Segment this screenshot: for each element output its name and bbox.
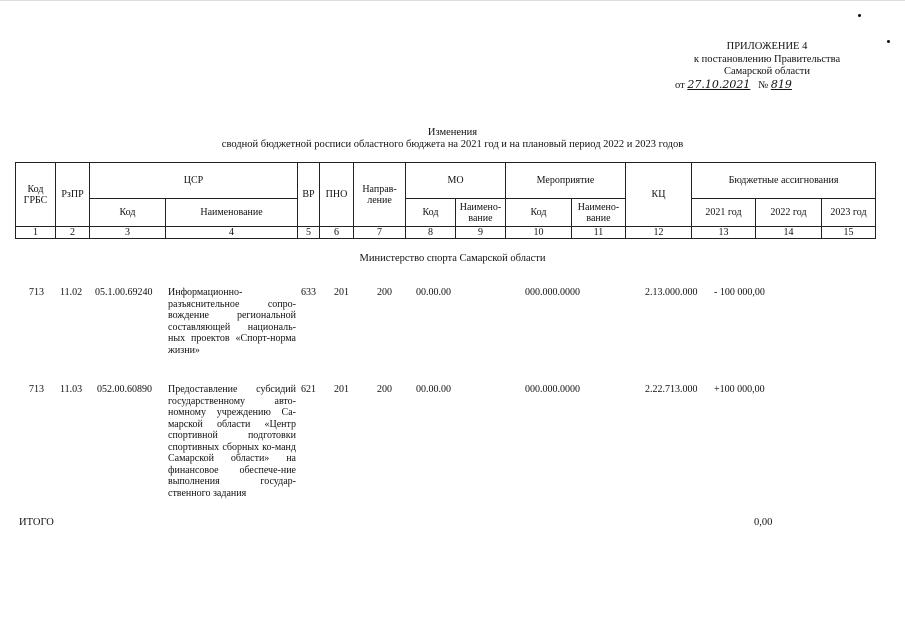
row-kc: 2.13.000.000 [645,287,698,298]
col-event-name-header: Наимено-вание [572,199,626,227]
row-grbs: 713 [29,287,44,298]
scan-edge-line [0,0,905,1]
row-vr: 633 [301,287,316,298]
row-mo-code: 00.00.00 [416,287,451,298]
col-number: 14 [756,227,822,239]
total-label: ИТОГО [19,517,54,528]
appendix-date-line [667,79,867,93]
col-event-code-header: Код [506,199,572,227]
col-grbs-header: Код ГРБС [16,163,56,227]
col-2023-header: 2023 год [822,199,876,227]
scan-speck [887,40,890,43]
col-event-header: Мероприятие [506,163,626,199]
col-mo-code-header: Код [406,199,456,227]
col-number: 7 [354,227,406,239]
col-number: 9 [456,227,506,239]
row-rzpr: 11.03 [60,384,83,395]
col-csr-header: ЦСР [90,163,298,199]
col-number: 12 [626,227,692,239]
col-number: 1 [16,227,56,239]
row-event-code: 000.000.0000 [525,384,580,395]
handwritten-date: 27.10.2021 [687,77,751,91]
col-number: 3 [90,227,166,239]
row-direction: 200 [377,287,392,298]
col-csr-code-header: Код [90,199,166,227]
row-amount-2021: +100 000,00 [714,384,765,395]
row-mo-code: 00.00.00 [416,384,451,395]
col-csr-name-header: Наименование [166,199,298,227]
row-csr-code: 052.00.60890 [97,384,152,395]
col-allocations-header: Бюджетные ассигнования [692,163,876,199]
total-value: 0,00 [754,517,773,528]
appendix-region: Самарской области [724,66,810,77]
ministry-heading: Министерство спорта Самарской области [359,253,546,264]
appendix-block [667,41,867,92]
col-number: 6 [320,227,354,239]
row-csr-code: 05.1.00.69240 [95,287,153,298]
col-mo-name-header: Наимено-вание [456,199,506,227]
scan-speck [858,14,861,17]
from-label: от [675,79,685,91]
col-number: 2 [56,227,90,239]
col-number: 11 [572,227,626,239]
col-number: 10 [506,227,572,239]
col-number: 8 [406,227,456,239]
col-mo-header: МО [406,163,506,199]
appendix-title: ПРИЛОЖЕНИЕ 4 [726,41,808,52]
number-label: № [758,79,769,91]
title-line-1: Изменения [427,127,478,138]
col-kc-header: КЦ [626,163,692,227]
row-vr: 621 [301,384,316,395]
col-rzpr-header: РзПР [56,163,90,227]
row-amount-2021: - 100 000,00 [714,287,765,298]
appendix-subtitle: к постановлению Правительства [693,53,841,65]
col-vr-header: ВР [298,163,320,227]
row-pno: 201 [334,287,349,298]
row-direction: 200 [377,384,392,395]
col-pno-header: ПНО [320,163,354,227]
col-number: 13 [692,227,756,239]
col-number: 15 [822,227,876,239]
row-pno: 201 [334,384,349,395]
row-event-code: 000.000.0000 [525,287,580,298]
row-kc: 2.22.713.000 [645,384,698,395]
row-description: Предоставление субсидий государственному авто-номному учреждению Са-марской области «Центр спортивной подготовки спортивных сборных ко-манд Самарской области» на финансовое обеспече-ние выполнения государ-ственного задания [168,384,296,499]
row-description: Информационно-разъяснительное сопро-вождение региональной составляющей националь-ных проектов «Спорт-норма жизни» [168,287,296,356]
header-table [15,162,876,239]
row-rzpr: 11.02 [60,287,83,298]
col-direction-header: Направ-ление [354,163,406,227]
handwritten-number: 819 [770,77,792,91]
col-number: 4 [166,227,298,239]
document-title [0,127,905,151]
row-grbs: 713 [29,384,44,395]
col-2022-header: 2022 год [756,199,822,227]
col-number: 5 [298,227,320,239]
title-line-2: сводной бюджетной росписи областного бюджета на 2021 год и на плановый период 2022 и 2023 годов [221,139,684,150]
col-2021-header: 2021 год [692,199,756,227]
